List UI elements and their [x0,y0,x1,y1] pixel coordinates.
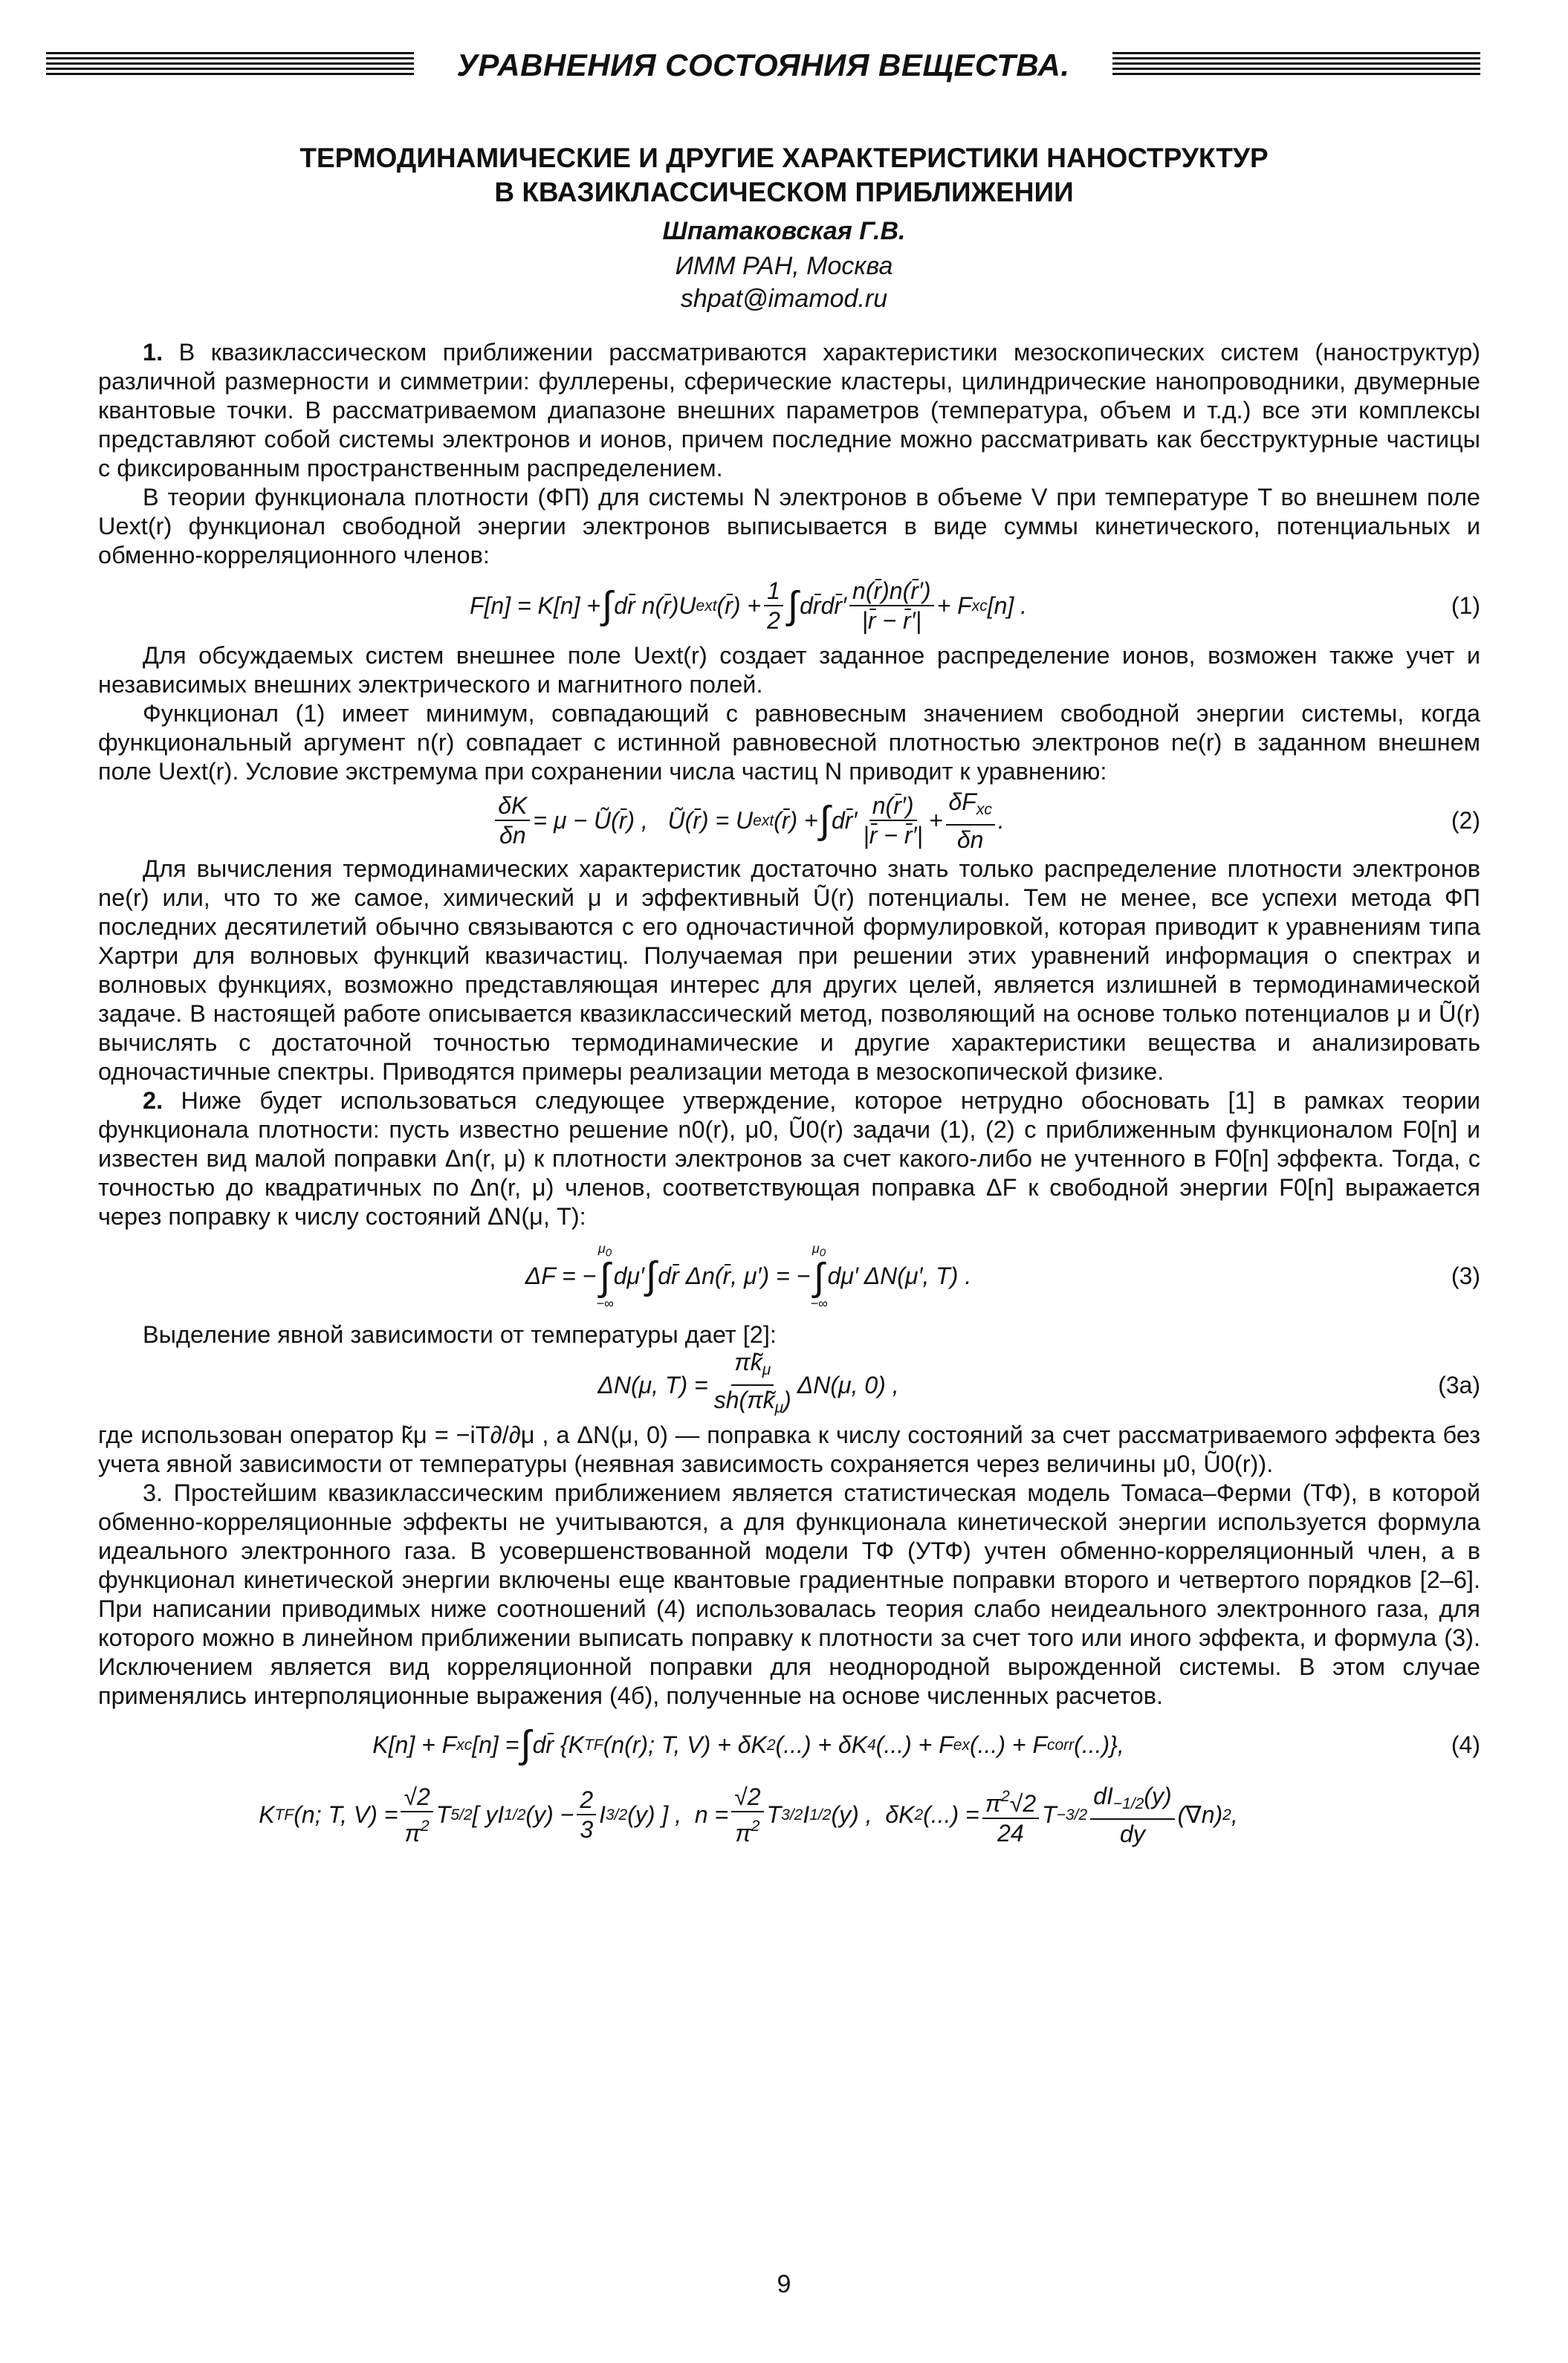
paragraph-text: В квазиклассическом приближении рассматриваются характеристики мезоскопических систем (наноструктур) различной размерности и симметрии: фуллерены, сферические кластеры, цилиндрические нанопроводники, двумерные квантовые точки. В рассматриваемом диапазоне внешних параметров (температура, объем и т.д.) все эти комплексы представляют собой системы электронов и ионов, причем последние можно рассматривать как бесструктурные частицы с фиксированным пространственным распределением. [98,339,1481,482]
article-body [98,338,1480,1850]
running-title: УРАВНЕНИЯ СОСТОЯНИЯ ВЕЩЕСТВА. [456,48,1070,82]
paragraph: Выделение явной зависимости от температуры дает [2]: [143,1321,777,1348]
equation-formula: F[n] = K[n] + ∫ dr̄ n(r̄)U ext (r̄) + $\frac{1}{2}$ ∫ dr̄dr̄′ $\frac{n(r̄)n(r̄')}{|r̄ - r̄'|}$ + F xc [n] . [469,577,1028,634]
title-block [74,141,1494,315]
equation-number: (3) [1451,1262,1480,1289]
article-title-line-2: В КВАЗИКЛАССИЧЕСКОМ ПРИБЛИЖЕНИИ [494,177,1074,207]
header-rule-right [1112,52,1480,77]
article-title-line-1: ТЕРМОДИНАМИЧЕСКИЕ И ДРУГИЕ ХАРАКТЕРИСТИКИ НАНОСТРУКТУР [299,143,1269,173]
equation-number: (3а) [1438,1371,1480,1398]
section-number: 2. [143,1087,163,1114]
equation-2 [98,786,1480,855]
paragraph: Функционал (1) имеет минимум, совпадающий с равновесным значением свободной энергии системы, когда функциональный аргумент n(r) совпадает с истинной равновесной плотностью электронов ne(r) в заданном внешнем поле Uext(r). Условие экстремума при сохранении числа частиц N приводит к уравнению: [98,700,1480,785]
equation-number: (1) [1451,591,1480,619]
running-header [46,45,1480,86]
equation-formula: K TF (n; T, V) = $\frac{√2}{\pi^2}$ T 5/2 [ yI 1/2 (y) − $\frac{2}{3}$ I 3/2 (y) ] , n = $\frac{√2}{\pi^2}$ T 3/2 I 1/2 (y) , δK 2 (...) = $\frac{\pi^2√2}{24}$ T −3/2 $\frac{dI_{-1/2}(y)}{dy}$ (∇n) 2 , [259,1782,1238,1847]
section-number: 3. [143,1479,163,1506]
paragraph-text: Простейшим квазиклассическим приближением является статистическая модель Томаса–Ферми (ТФ), в которой обменно-корреляционные эффекты не учитываются, а для функционала кинетической энергии используется формула идеального электронного газа. В усовершенствованной модели ТФ (УТФ) учтен обменно-корреляционный член, а в функционал кинетической энергии включены еще квантовые градиентные поправки второго и четвертого порядков [2–6]. При написании приводимых ниже соотношений (4) использовалась теория слабо неидеального электронного газа, для которого можно в линейном приближении выписать поправку к плотности за счет того или иного эффекта, и формула (3). Исключением является вид корреляционной поправки для неоднородной вырожденной системы. В этом случае применялись интерполяционные выражения (4б), полученные на основе численных расчетов. [98,1479,1480,1709]
paragraph: где использован оператор k̃μ = −iT∂/∂μ , а ΔN(μ, 0) — поправка к числу состояний за счет рассматриваемого эффекта без учета явной зависимости от температуры (неявная зависимость сохраняется через величины μ0, Ũ0(r)). [98,1422,1480,1477]
equation-4 [98,1711,1480,1779]
equation-number: (2) [1451,806,1480,834]
equation-formula: ΔN(μ, T) = $\frac{\pi k̃_\mu}{sh(\pi k̃_\mu)}$ ΔN(μ, 0) , [597,1349,899,1416]
author-name: Шпатаковская Г.В. [662,217,906,245]
equation-number: (4) [1451,1731,1480,1758]
paragraph: Для вычисления термодинамических характеристик достаточно знать только распределение плотности электронов ne(r) или, что то же самое, химический μ и эффективный Ũ(r) потенциалы. Тем не менее, все успехи метода ФП последних десятилетий обычно связываются с его одночастичной формулировкой, которая приводит к уравнениям типа Хартри для волновых функций квазичастиц. Получаемая при решении этих уравнений информация о спектрах и волновых функциях, возможно представляющая интерес для других целей, является излишней в термодинамической задаче. В настоящей работе описывается квазиклассический метод, позволяющий на основе только потенциалов μ и Ũ(r) вычислять с достаточной точностью термодинамические и другие характеристики вещества и анализировать одночастичные спектры. Приводятся примеры реализации метода в мезоскопической физике. [98,855,1480,1085]
author-email: shpat@imamod.ru [680,285,888,313]
section-number: 1. [143,339,163,366]
paragraph: В теории функционала плотности (ФП) для системы N электронов в объеме V при температуре T во внешнем поле Uext(r) функционал свободной энергии электронов выписывается в виде суммы кинетического, потенциальных и обменно-корреляционного членов: [98,484,1480,568]
equation-formula: ΔF = − $\mu_0$ ∫ −∞ dμ′ ∫ dr̄ Δn(r̄, μ′) = − $\mu_0$ ∫ −∞ dμ′ ΔN(μ′, T) . [525,1240,972,1312]
equation-4-continued [98,1779,1480,1850]
equation-1 [98,570,1480,641]
paragraph [98,1479,1480,1711]
affiliation: ИММ РАН, Москва [675,252,893,280]
paragraph [98,1086,1480,1231]
page-number: 9 [777,2270,791,2298]
header-rule-left [46,52,414,77]
paragraph [98,338,1480,483]
equation-3a [98,1349,1480,1421]
paragraph-text: Ниже будет использоваться следующее утверждение, которое нетрудно обосновать [1] в рамках теории функционала плотности: пусть известно решение n0(r), μ0, Ũ0(r) задачи (1), (2) с приближенным функционалом F0[n] и известен вид малой поправки Δn(r, μ) к плотности электронов за счет какого-либо не учтенного в F0[n] эффекта. Тогда, с точностью до квадратичных по Δn(r, μ) членов, соответствующая поправка ΔF к свободной энергии F0[n] выражается через поправку к числу состояний ΔN(μ, T): [98,1087,1481,1230]
paragraph: Для обсуждаемых систем внешнее поле Uext(r) создает заданное распределение ионов, возможен также учет и независимых внешних электрического и магнитного полей. [98,642,1480,698]
equation-formula: K[n] + F xc [n] = ∫ dr̄ {K TF (n(r); T, V) + δK 2 (...) + δK 4 (...) + F ex (...) + F corr (...)}, [372,1723,1124,1766]
equation-formula: $\frac{\delta K}{\delta n}$ = μ − Ũ(r̄) , Ũ(r̄) = U ext (r̄) + ∫ dr̄′ $\frac{n(r̄')}{|r̄ - r̄'|}$ + $\frac{\delta F_{xc}}{\delta n}$ . [98,786,1399,855]
equation-3 [98,1231,1480,1320]
